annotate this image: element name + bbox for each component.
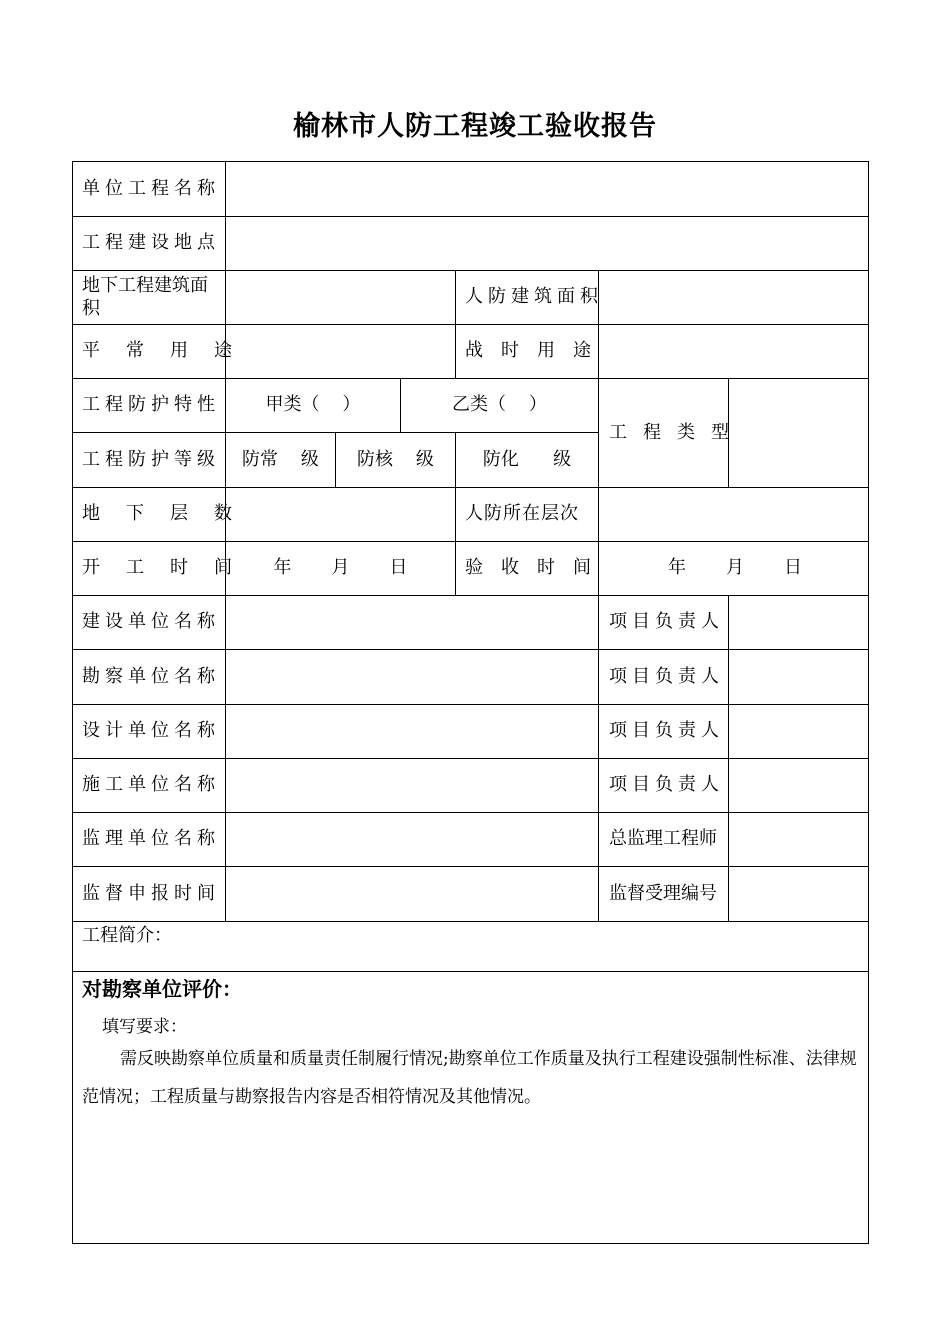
designer-lead-label: 项目负责人 bbox=[609, 720, 724, 742]
unit-name-label: 单位工程名称 bbox=[82, 178, 220, 200]
floors-label: 地下层数 bbox=[82, 503, 258, 525]
chief-supervisor-label: 总监理工程师 bbox=[609, 828, 717, 850]
col-divider bbox=[598, 378, 599, 487]
builder-lead-label: 项目负责人 bbox=[609, 611, 724, 633]
protection-level-label: 工程防护等级 bbox=[82, 448, 220, 470]
evaluation-title: 对勘察单位评价： bbox=[82, 977, 242, 1001]
evaluation-requirement-label: 填写要求： bbox=[102, 1017, 187, 1037]
wartime-use-label: 战时用途 bbox=[465, 340, 609, 362]
brief-label: 工程简介： bbox=[82, 925, 172, 947]
col-divider bbox=[598, 595, 599, 921]
designer-label: 设计单位名称 bbox=[82, 720, 220, 742]
level-nuclear: 防核 级 bbox=[357, 448, 434, 470]
protection-char-label: 工程防护特性 bbox=[82, 394, 220, 416]
location-label: 工程建设地点 bbox=[82, 232, 220, 254]
inspect-time-label: 监督申报时间 bbox=[82, 882, 220, 904]
defense-floor-label: 人防所在层次 bbox=[465, 503, 579, 525]
underground-area-label: 地下工程建筑面积 bbox=[82, 274, 208, 319]
row-divider bbox=[72, 971, 869, 972]
accept-time-label: 验收时间 bbox=[465, 557, 609, 579]
level-conventional: 防常 级 bbox=[242, 448, 319, 470]
start-date-field: 年 月 日 bbox=[273, 557, 408, 579]
surveyor-lead-label: 项目负责人 bbox=[609, 665, 724, 687]
accept-date-field: 年 月 日 bbox=[667, 557, 803, 579]
project-type-label: 工程类型 bbox=[609, 421, 745, 443]
start-time-label: 开工时间 bbox=[82, 557, 258, 579]
civil-defense-area-label: 人防建筑面积 bbox=[465, 286, 603, 308]
class-b-option: 乙类（ ） bbox=[452, 394, 547, 416]
supervisor-label: 监理单位名称 bbox=[82, 828, 220, 850]
col-divider bbox=[455, 487, 456, 595]
evaluation-requirement-text: 需反映勘察单位质量和质量责任制履行情况;勘察单位工作质量及执行工程建设强制性标准、法律规范情况；工程质量与勘察报告内容是否相符情况及其他情况。 bbox=[82, 1049, 857, 1107]
col-divider bbox=[728, 595, 729, 921]
row-divider bbox=[72, 921, 869, 922]
class-a-option: 甲类（ ） bbox=[265, 394, 361, 416]
peacetime-use-label: 平常用途 bbox=[82, 340, 258, 362]
inspect-no-label: 监督受理编号 bbox=[609, 882, 717, 904]
constructor-label: 施工单位名称 bbox=[82, 774, 220, 796]
surveyor-label: 勘察单位名称 bbox=[82, 665, 220, 687]
col-divider bbox=[455, 270, 456, 378]
constructor-lead-label: 项目负责人 bbox=[609, 774, 724, 796]
level-chemical: 防化 级 bbox=[482, 448, 572, 470]
page-title: 榆林市人防工程竣工验收报告 bbox=[293, 111, 657, 142]
builder-label: 建设单位名称 bbox=[82, 611, 220, 633]
